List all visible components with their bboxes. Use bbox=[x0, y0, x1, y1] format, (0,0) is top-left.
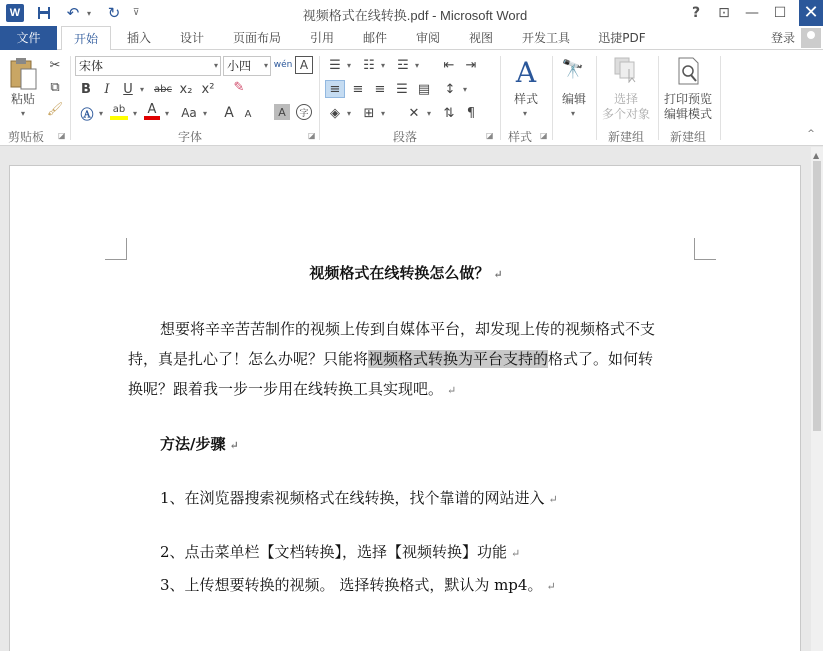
shrink-font-button[interactable]: A bbox=[244, 108, 252, 120]
chinese-layout-icon[interactable]: ✕ bbox=[408, 105, 420, 121]
paragraph-mark: ↵ bbox=[229, 439, 239, 452]
copy-icon[interactable]: ⧉ bbox=[50, 79, 60, 95]
increase-indent-icon[interactable]: ⇥ bbox=[465, 57, 477, 73]
tab-design[interactable]: 设计 bbox=[179, 31, 204, 45]
tab-page-layout[interactable]: 页面布局 bbox=[232, 31, 281, 45]
distributed-icon[interactable]: ▤ bbox=[417, 81, 431, 97]
shading-icon[interactable]: ◈ bbox=[330, 105, 340, 121]
numbering-dropdown-icon[interactable]: ▾ bbox=[380, 60, 385, 70]
align-center-icon[interactable]: ≡ bbox=[352, 81, 364, 97]
phonetic-guide-icon[interactable]: wén bbox=[273, 60, 293, 70]
font-name-dropdown-icon[interactable]: ▾ bbox=[213, 61, 218, 70]
close-button[interactable]: ✕ bbox=[799, 0, 823, 26]
highlight-dropdown-icon[interactable]: ▾ bbox=[132, 108, 137, 118]
font-name-combo[interactable] bbox=[75, 56, 221, 76]
vertical-scrollbar[interactable] bbox=[811, 147, 823, 651]
text-effects-dropdown-icon[interactable]: ▾ bbox=[98, 108, 103, 118]
window-title: 视频格式在线转换.pdf - Microsoft Word bbox=[302, 8, 528, 23]
print-preview-label-2[interactable]: 编辑模式 bbox=[663, 107, 712, 121]
print-preview-label-1[interactable]: 打印预览 bbox=[663, 92, 712, 106]
font-launcher-icon[interactable]: ◪ bbox=[308, 131, 316, 140]
help-button[interactable]: ? bbox=[691, 5, 701, 21]
highlight-icon[interactable]: ab bbox=[110, 102, 128, 120]
maximize-button[interactable]: ☐ bbox=[773, 5, 787, 21]
find-binoculars-icon[interactable]: 🔭 bbox=[561, 58, 585, 80]
paragraph-mark: ↵ bbox=[493, 268, 503, 281]
change-case-button[interactable]: Aa bbox=[181, 106, 197, 120]
new-group-2-label: 新建组 bbox=[669, 130, 706, 144]
borders-dropdown-icon[interactable]: ▾ bbox=[380, 108, 385, 118]
paragraph-mark: ↵ bbox=[548, 493, 558, 506]
styles-dropdown-icon[interactable]: ▾ bbox=[522, 108, 527, 118]
multilevel-list-icon[interactable]: ☲ bbox=[397, 57, 409, 73]
print-preview-icon[interactable] bbox=[674, 56, 704, 86]
italic-button[interactable]: I bbox=[104, 81, 110, 97]
undo-icon[interactable]: ↶ bbox=[66, 4, 80, 22]
document-title[interactable]: 视频格式在线转换怎么做？ ↵ bbox=[309, 264, 503, 282]
undo-dropdown-icon[interactable]: ▾ bbox=[86, 8, 91, 18]
bullets-dropdown-icon[interactable]: ▾ bbox=[346, 60, 351, 70]
text-effects-icon[interactable]: Ⓐ bbox=[80, 107, 94, 123]
paste-dropdown-icon[interactable]: ▾ bbox=[20, 108, 25, 118]
title-bar bbox=[0, 0, 823, 26]
font-size-combo[interactable] bbox=[223, 56, 271, 76]
paragraph-1-line-3[interactable]: 换呢？跟着我一步一步用在线转换工具实现吧。 ↵ bbox=[128, 380, 457, 398]
paragraph-launcher-icon[interactable]: ◪ bbox=[486, 131, 494, 140]
editing-dropdown-icon[interactable]: ▾ bbox=[570, 108, 575, 118]
avatar[interactable] bbox=[801, 28, 821, 48]
sort-icon[interactable]: ⇅ bbox=[443, 105, 455, 121]
paragraph-group-label: 段落 bbox=[392, 130, 417, 144]
customize-qat-icon[interactable]: ⊽ bbox=[132, 8, 140, 18]
line-spacing-dropdown-icon[interactable]: ▾ bbox=[462, 84, 467, 94]
change-case-dropdown-icon[interactable]: ▾ bbox=[202, 108, 207, 118]
section-heading[interactable]: 方法/步骤 ↵ bbox=[160, 435, 239, 453]
ribbon-tabs bbox=[0, 26, 823, 50]
cut-icon[interactable]: ✂ bbox=[49, 57, 61, 73]
ribbon bbox=[0, 50, 823, 146]
tab-references[interactable]: 引用 bbox=[309, 31, 334, 45]
tab-file[interactable]: 文件 bbox=[0, 26, 57, 50]
tab-review[interactable]: 审阅 bbox=[415, 31, 440, 45]
character-border-icon[interactable]: A bbox=[295, 56, 313, 74]
clipboard-launcher-icon[interactable]: ◪ bbox=[58, 131, 66, 140]
superscript-button[interactable]: x² bbox=[201, 81, 215, 97]
clipboard-group-label: 剪贴板 bbox=[7, 130, 44, 144]
tab-view[interactable]: 视图 bbox=[468, 31, 493, 45]
format-painter-icon[interactable]: 🖌 bbox=[46, 101, 64, 117]
bullets-icon[interactable]: ☰ bbox=[329, 57, 341, 73]
ribbon-display-options-button[interactable]: ⊡ bbox=[718, 5, 730, 21]
collapse-ribbon-icon[interactable]: ^ bbox=[807, 129, 815, 139]
select-objects-label-2[interactable]: 多个对象 bbox=[601, 107, 650, 121]
chinese-layout-dropdown-icon[interactable]: ▾ bbox=[426, 108, 431, 118]
save-icon[interactable] bbox=[34, 3, 54, 23]
multilevel-dropdown-icon[interactable]: ▾ bbox=[414, 60, 419, 70]
paragraph-mark: ↵ bbox=[546, 580, 556, 593]
subscript-button[interactable]: x₂ bbox=[179, 81, 193, 97]
minimize-button[interactable]: — bbox=[745, 5, 759, 21]
selected-text[interactable]: 视频格式转换为平台支持的 bbox=[368, 350, 549, 368]
select-objects-label-1[interactable]: 选择 bbox=[613, 92, 638, 106]
font-color-dropdown-icon[interactable]: ▾ bbox=[164, 108, 169, 118]
tab-home[interactable]: 开始 bbox=[61, 26, 111, 51]
scroll-thumb[interactable] bbox=[813, 161, 821, 431]
styles-launcher-icon[interactable]: ◪ bbox=[540, 131, 548, 140]
strikethrough-button[interactable]: abc bbox=[154, 83, 172, 95]
bold-button[interactable]: B bbox=[81, 81, 91, 97]
styles-icon[interactable]: A bbox=[515, 55, 537, 89]
font-name-value: 宋体 bbox=[79, 59, 104, 73]
tab-xunjie-pdf[interactable]: 迅捷PDF bbox=[598, 31, 646, 45]
underline-dropdown-icon[interactable]: ▾ bbox=[139, 84, 144, 94]
line-spacing-icon[interactable]: ↕ bbox=[444, 81, 456, 97]
redo-icon[interactable]: ↻ bbox=[107, 4, 121, 22]
crop-mark-top-left bbox=[105, 238, 127, 260]
paragraph-1-line-1[interactable]: 想要将辛辛苦苦制作的视频上传到自媒体平台，却发现上传的视频格式不支 bbox=[160, 320, 656, 338]
paragraph-mark: ↵ bbox=[511, 547, 521, 560]
document-page[interactable] bbox=[9, 165, 801, 651]
step-1[interactable]: 1、在浏览器搜索视频格式在线转换，找个靠谱的网站进入 ↵ bbox=[160, 489, 558, 507]
show-marks-icon[interactable]: ¶ bbox=[466, 105, 476, 121]
step-2[interactable]: 2、点击菜单栏【文档转换】，选择【视频转换】功能 ↵ bbox=[160, 543, 521, 561]
scroll-up-icon[interactable]: ▲ bbox=[813, 151, 820, 160]
character-shading-icon[interactable]: A bbox=[274, 104, 290, 120]
paste-button[interactable]: 粘贴 bbox=[10, 92, 35, 106]
sign-in-link[interactable]: 登录 bbox=[770, 31, 795, 45]
styles-button[interactable]: 样式 bbox=[513, 92, 538, 106]
enclose-characters-icon[interactable]: 字 bbox=[296, 104, 312, 120]
styles-group-label: 样式 bbox=[507, 130, 532, 144]
shading-dropdown-icon[interactable]: ▾ bbox=[346, 108, 351, 118]
font-group-label: 字体 bbox=[177, 130, 202, 144]
numbering-icon[interactable]: ☷ bbox=[363, 57, 375, 73]
select-objects-icon[interactable] bbox=[612, 56, 640, 84]
editing-button[interactable]: 编辑 bbox=[561, 92, 586, 106]
clear-formatting-icon[interactable]: ✎ bbox=[233, 79, 245, 95]
justify-icon[interactable]: ☰ bbox=[396, 81, 408, 97]
font-size-value: 小四 bbox=[227, 59, 252, 73]
align-left-icon[interactable]: ≡ bbox=[325, 80, 345, 98]
tab-developer[interactable]: 开发工具 bbox=[521, 31, 570, 45]
underline-button[interactable]: U bbox=[123, 81, 133, 97]
paragraph-1-line-2[interactable]: 持，真是扎心了！怎么办呢？只能将视频格式转换为平台支持的格式了。如何转 bbox=[128, 350, 654, 368]
grow-font-button[interactable]: A bbox=[224, 105, 234, 121]
word-app-icon[interactable]: W bbox=[6, 4, 24, 22]
tab-insert[interactable]: 插入 bbox=[126, 31, 151, 45]
borders-icon[interactable]: ⊞ bbox=[363, 105, 375, 121]
font-color-button[interactable]: A bbox=[144, 102, 160, 120]
tab-mailings[interactable]: 邮件 bbox=[362, 31, 387, 45]
paste-icon[interactable] bbox=[6, 56, 40, 92]
document-area[interactable] bbox=[0, 147, 811, 651]
step-3[interactable]: 3、上传想要转换的视频。 选择转换格式，默认为 mp4。 ↵ bbox=[160, 576, 556, 594]
paragraph-mark: ↵ bbox=[447, 384, 457, 397]
crop-mark-top-right bbox=[694, 238, 716, 260]
new-group-1-label: 新建组 bbox=[607, 130, 644, 144]
font-size-dropdown-icon[interactable]: ▾ bbox=[263, 61, 268, 70]
decrease-indent-icon[interactable]: ⇤ bbox=[443, 57, 455, 73]
align-right-icon[interactable]: ≡ bbox=[374, 81, 386, 97]
